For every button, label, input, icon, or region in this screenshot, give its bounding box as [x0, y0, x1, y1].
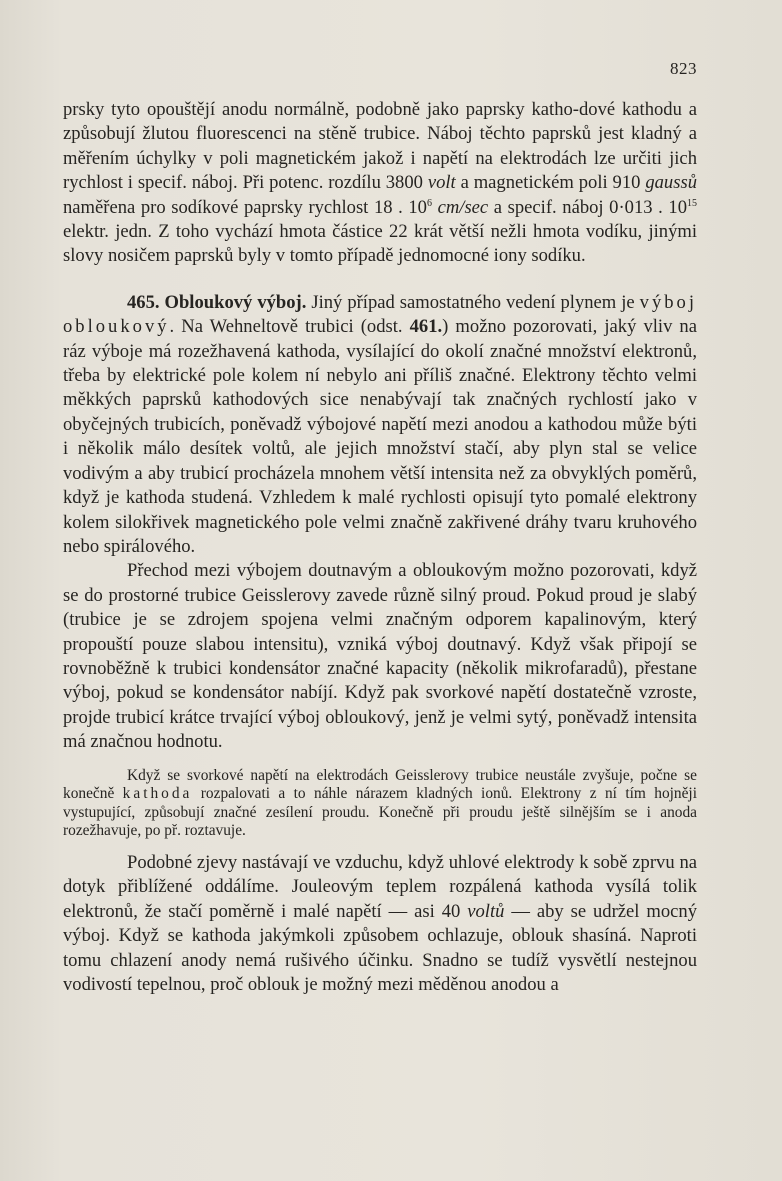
text-run: ) možno pozorovati, jaký vliv na ráz výboje má rozežhavená kathoda, vysílající do okolí značné množství elektronů, třeba by elektrické pole kolem ní nebylo ani příliš značné. Elektrony těchto velmi měkkých paprsků kathodových sice nenabývají tak značných rychlostí jako v obyčejných trubicích, poněvadž výbojové napětí mezi anodou a kathodou může býti i několik málo desítek voltů, ale jejich množství stačí, aby plyn stal se velice vodivým a aby trubicí procházela mnohem větší intensita než za obvyklých poměrů, když je kathoda studená. Vzhledem k malé rychlosti opisují tyto pomalé elektrony kolem silokřivek magnetického pole velmi značně zakřivené dráhy tvaru kruhového nebo spirálového. — [63, 316, 697, 557]
text-run: — aby se udržel mocný výboj. Když se kathoda jakýmkoli způsobem ochlazuje, oblouk shasíná. Naproti tomu chlazení anody nemá rušivého účinku. Snadno se tudíž vysvětlí nestejnou vodivostí tepelnou, proč oblouk je možný mezi měděnou anodou a — [63, 900, 697, 995]
text-run: elektr. jedn. Z toho vychází hmota částice 22 krát větší nežli hmota vodíku, jinými slovy nosičem paprsků byly v tomto případě jednomocné iony sodíku. — [63, 221, 697, 267]
text-run: a specif. náboj 0·013 . 10 — [488, 196, 687, 218]
text-run: naměřena pro sodíkové paprsky rychlost 18 . 10 — [63, 196, 427, 218]
unit-volt: voltů — [467, 900, 505, 922]
section-heading: 465. Obloukový výboj. — [127, 291, 307, 313]
text-run: rozpalovati a to náhle nárazem kladných ionů. Elektrony z ní tím hojněji vystupující, způsobují značné zesílení proudu. Konečně při proudu ještě silnějším se i anoda rozežhavuje, po př. roztavuje. — [63, 785, 697, 840]
paragraph-transition: Přechod mezi výbojem doutnavým a obloukovým možno pozorovati, když se do prostorné trubice Geisslerovy zavede různě silný proud. Pokud proud je slabý (trubice je se zdrojem spojena velmi značným odporem kapalinovým, který propouští pouze slabou intensitu), vzniká výboj doutnavý. Když však připojí se rovnoběžně k trubici kondensátor značné kapacity (několik mikrofaradů), přestane výboj, pokud se kondensátor nabíjí. Když pak svorkové napětí dostatečně vzroste, projde trubicí krátce trvající výboj obloukový, jenž je velmi sytý, poněvadž intensita má značnou hodnotu. — [63, 560, 697, 753]
unit-cm-sec: cm/sec — [437, 196, 489, 218]
unit-volt: volt — [427, 172, 456, 194]
paragraph-arc-discharge — [63, 291, 697, 559]
emphasized-term: výboj obloukový — [63, 291, 697, 338]
paragraph-air-arc — [63, 851, 697, 997]
section-reference: 461. — [409, 316, 443, 338]
text-run: Podobné zjevy nastávají ve vzduchu, když uhlové elektrody k sobě zprvu na dotyk přiblížené oddálíme. Jouleovým teplem rozpálená kathoda vysílá tolik elektronů, že stačí poměrně i malé napětí — asi 40 — [63, 851, 697, 922]
text-run: prsky tyto opouštějí anodu normálně, podobně jako paprsky katho-dové kathodu a způsobují žlutou fluorescenci na stěně trubice. Náboj těchto paprsků jest kladný a měřením úchylky v poli magnetickém jakož i napětí na elektrodách lze určiti jich rychlost i specif. náboj. Při potenc. rozdílu 3800 — [63, 99, 697, 194]
paragraph-small-note — [63, 767, 697, 841]
page-number: 823 — [670, 59, 697, 78]
text-run: . Na Wehneltově trubici (odst. — [169, 316, 410, 338]
unit-gauss: gaussů — [645, 172, 697, 194]
text-run: Jiný případ samostatného vedení plynem je — [306, 291, 640, 313]
text-run: a magnetickém poli 910 — [455, 172, 646, 194]
body-text — [63, 98, 697, 997]
paragraph-sodium-rays — [63, 98, 697, 269]
emphasized-term: kathoda — [122, 785, 193, 803]
exponent: 6 — [426, 197, 432, 209]
exponent: 15 — [687, 197, 697, 209]
text-run: Když se svorkové napětí na elektrodách Geisslerovy trubice neustále zvyšuje, počne se konečně — [63, 766, 697, 803]
